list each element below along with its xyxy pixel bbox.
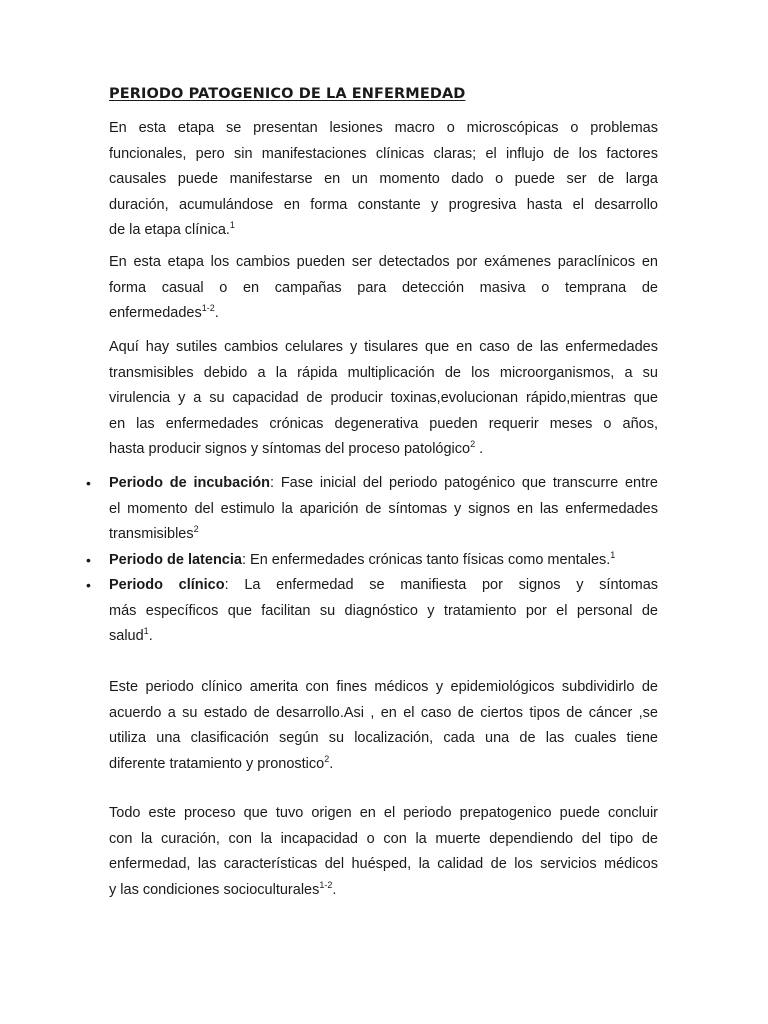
bullet-last-line (109, 548, 658, 574)
bullet-last-line (109, 522, 658, 548)
bullet-text: transmisibles (109, 526, 194, 542)
paragraph-last-line (109, 878, 658, 904)
reference-superscript: 2 (324, 753, 330, 764)
paragraph-tail: . (214, 305, 219, 321)
reference-superscript: 1 (610, 549, 616, 560)
bullet-icon: • (86, 475, 91, 491)
reference-superscript: 2 (470, 439, 476, 449)
paragraph-line: En esta etapa los cambios pueden ser detectados por exámenes paraclínicos en (109, 254, 658, 270)
paragraph-line: con la curación, con la incapacidad o con la muerte dependiendo del tipo de (109, 830, 658, 847)
paragraph-line-text: de la etapa clínica. (109, 222, 230, 238)
paragraph-proceso-conclusion (109, 801, 658, 903)
bullet-periodo-latencia (0, 548, 658, 574)
bullet-last-line (109, 624, 658, 650)
reference-superscript: 1-2 (319, 879, 333, 890)
bullet-text: : Fase inicial del periodo patogénico que transcurre entre (270, 475, 658, 491)
paragraph-tail: . (329, 755, 334, 772)
reference-superscript: 1 (143, 626, 149, 636)
paragraph-line-text: hasta producir signos y síntomas del proceso patológico (109, 441, 471, 457)
bullet-periodo-clinico (0, 573, 658, 650)
paragraph-line: duración, acumulándose en forma constante y progresiva hasta el desarrollo (109, 196, 658, 213)
bullet-text: : La enfermedad se manifiesta por signos y síntomas (224, 577, 659, 593)
periods-bullet-list (0, 471, 768, 650)
paragraph-line: funcionales, pero sin manifestaciones clínicas claras; el influjo de los factores (109, 145, 658, 162)
bullet-tail: . (148, 628, 153, 644)
paragraph-line-text: diferente tratamiento y pronostico (109, 755, 325, 772)
paragraph-last-line (109, 218, 658, 244)
bullet-periodo-incubacion (0, 471, 658, 548)
paragraph-periodo-clinico-subdivision (109, 675, 658, 777)
reference-superscript: 1-2 (201, 303, 215, 313)
bullet-icon: • (86, 551, 91, 568)
paragraph-line-text: y las condiciones socioculturales (109, 881, 320, 898)
bullet-line (109, 471, 658, 497)
paragraph-line: en las enfermedades crónicas degenerativa pueden requerir meses o años, (109, 415, 658, 432)
paragraph-line: causales puede manifestarse en un momento dado o puede ser de larga (109, 171, 658, 187)
paragraph-etapa-lesiones (109, 116, 658, 244)
reference-superscript: 2 (193, 524, 199, 534)
paragraph-line: forma casual o en campañas para detección masiva o temprana de (109, 279, 658, 296)
paragraph-last-line (109, 301, 658, 327)
paragraph-line: En esta etapa se presentan lesiones macro o microscópicas o problemas (109, 120, 658, 136)
paragraph-line: utiliza una clasificación según su localización, cada una de las cuales tiene (109, 730, 658, 746)
bullet-line: más específicos que facilitan su diagnóstico y tratamiento por el personal de (109, 602, 658, 619)
paragraph-line: acuerdo a su estado de desarrollo.Asi , en el caso de ciertos tipos de cáncer ,se (109, 704, 658, 721)
paragraph-tail: . (475, 441, 484, 457)
paragraph-last-line (109, 752, 658, 778)
paragraph-line: enfermedad, las características del huésped, la calidad de los servicios médicos (109, 856, 658, 872)
paragraph-line: Aquí hay sutiles cambios celulares y tisulares que en caso de las enfermedades (109, 339, 658, 355)
paragraph-line: virulencia y a su capacidad de producir toxinas,evolucionan rápido,mientras que (109, 390, 658, 406)
paragraph-line: Todo este proceso que tuvo origen en el periodo prepatogenico puede concluir (109, 805, 658, 821)
bullet-term: Periodo de latencia (109, 551, 242, 568)
bullet-term: Periodo clínico (109, 577, 225, 593)
paragraph-line: Este periodo clínico amerita con fines médicos y epidemiológicos subdividirlo de (109, 679, 658, 695)
paragraph-cambios-detectados (109, 250, 658, 327)
paragraph-line-text: enfermedades (109, 305, 202, 321)
bullet-icon: • (86, 577, 91, 593)
bullet-term: Periodo de incubación (109, 475, 271, 491)
paragraph-tail: . (332, 881, 337, 898)
bullet-line (109, 573, 658, 599)
bullet-text: : En enfermedades crónicas tanto físicas como mentales. (241, 551, 611, 568)
bullet-text: salud (109, 628, 144, 644)
paragraph-cambios-celulares (109, 335, 658, 463)
paragraph-last-line (109, 437, 658, 463)
reference-superscript: 1 (229, 220, 235, 230)
document-heading: PERIODO PATOGENICO DE LA ENFERMEDAD (109, 86, 466, 102)
paragraph-line: transmisibles debido a la rápida multiplicación de los microorganismos, a su (109, 364, 658, 381)
bullet-line: el momento del estimulo la aparición de síntomas y signos en las enfermedades (109, 500, 658, 517)
